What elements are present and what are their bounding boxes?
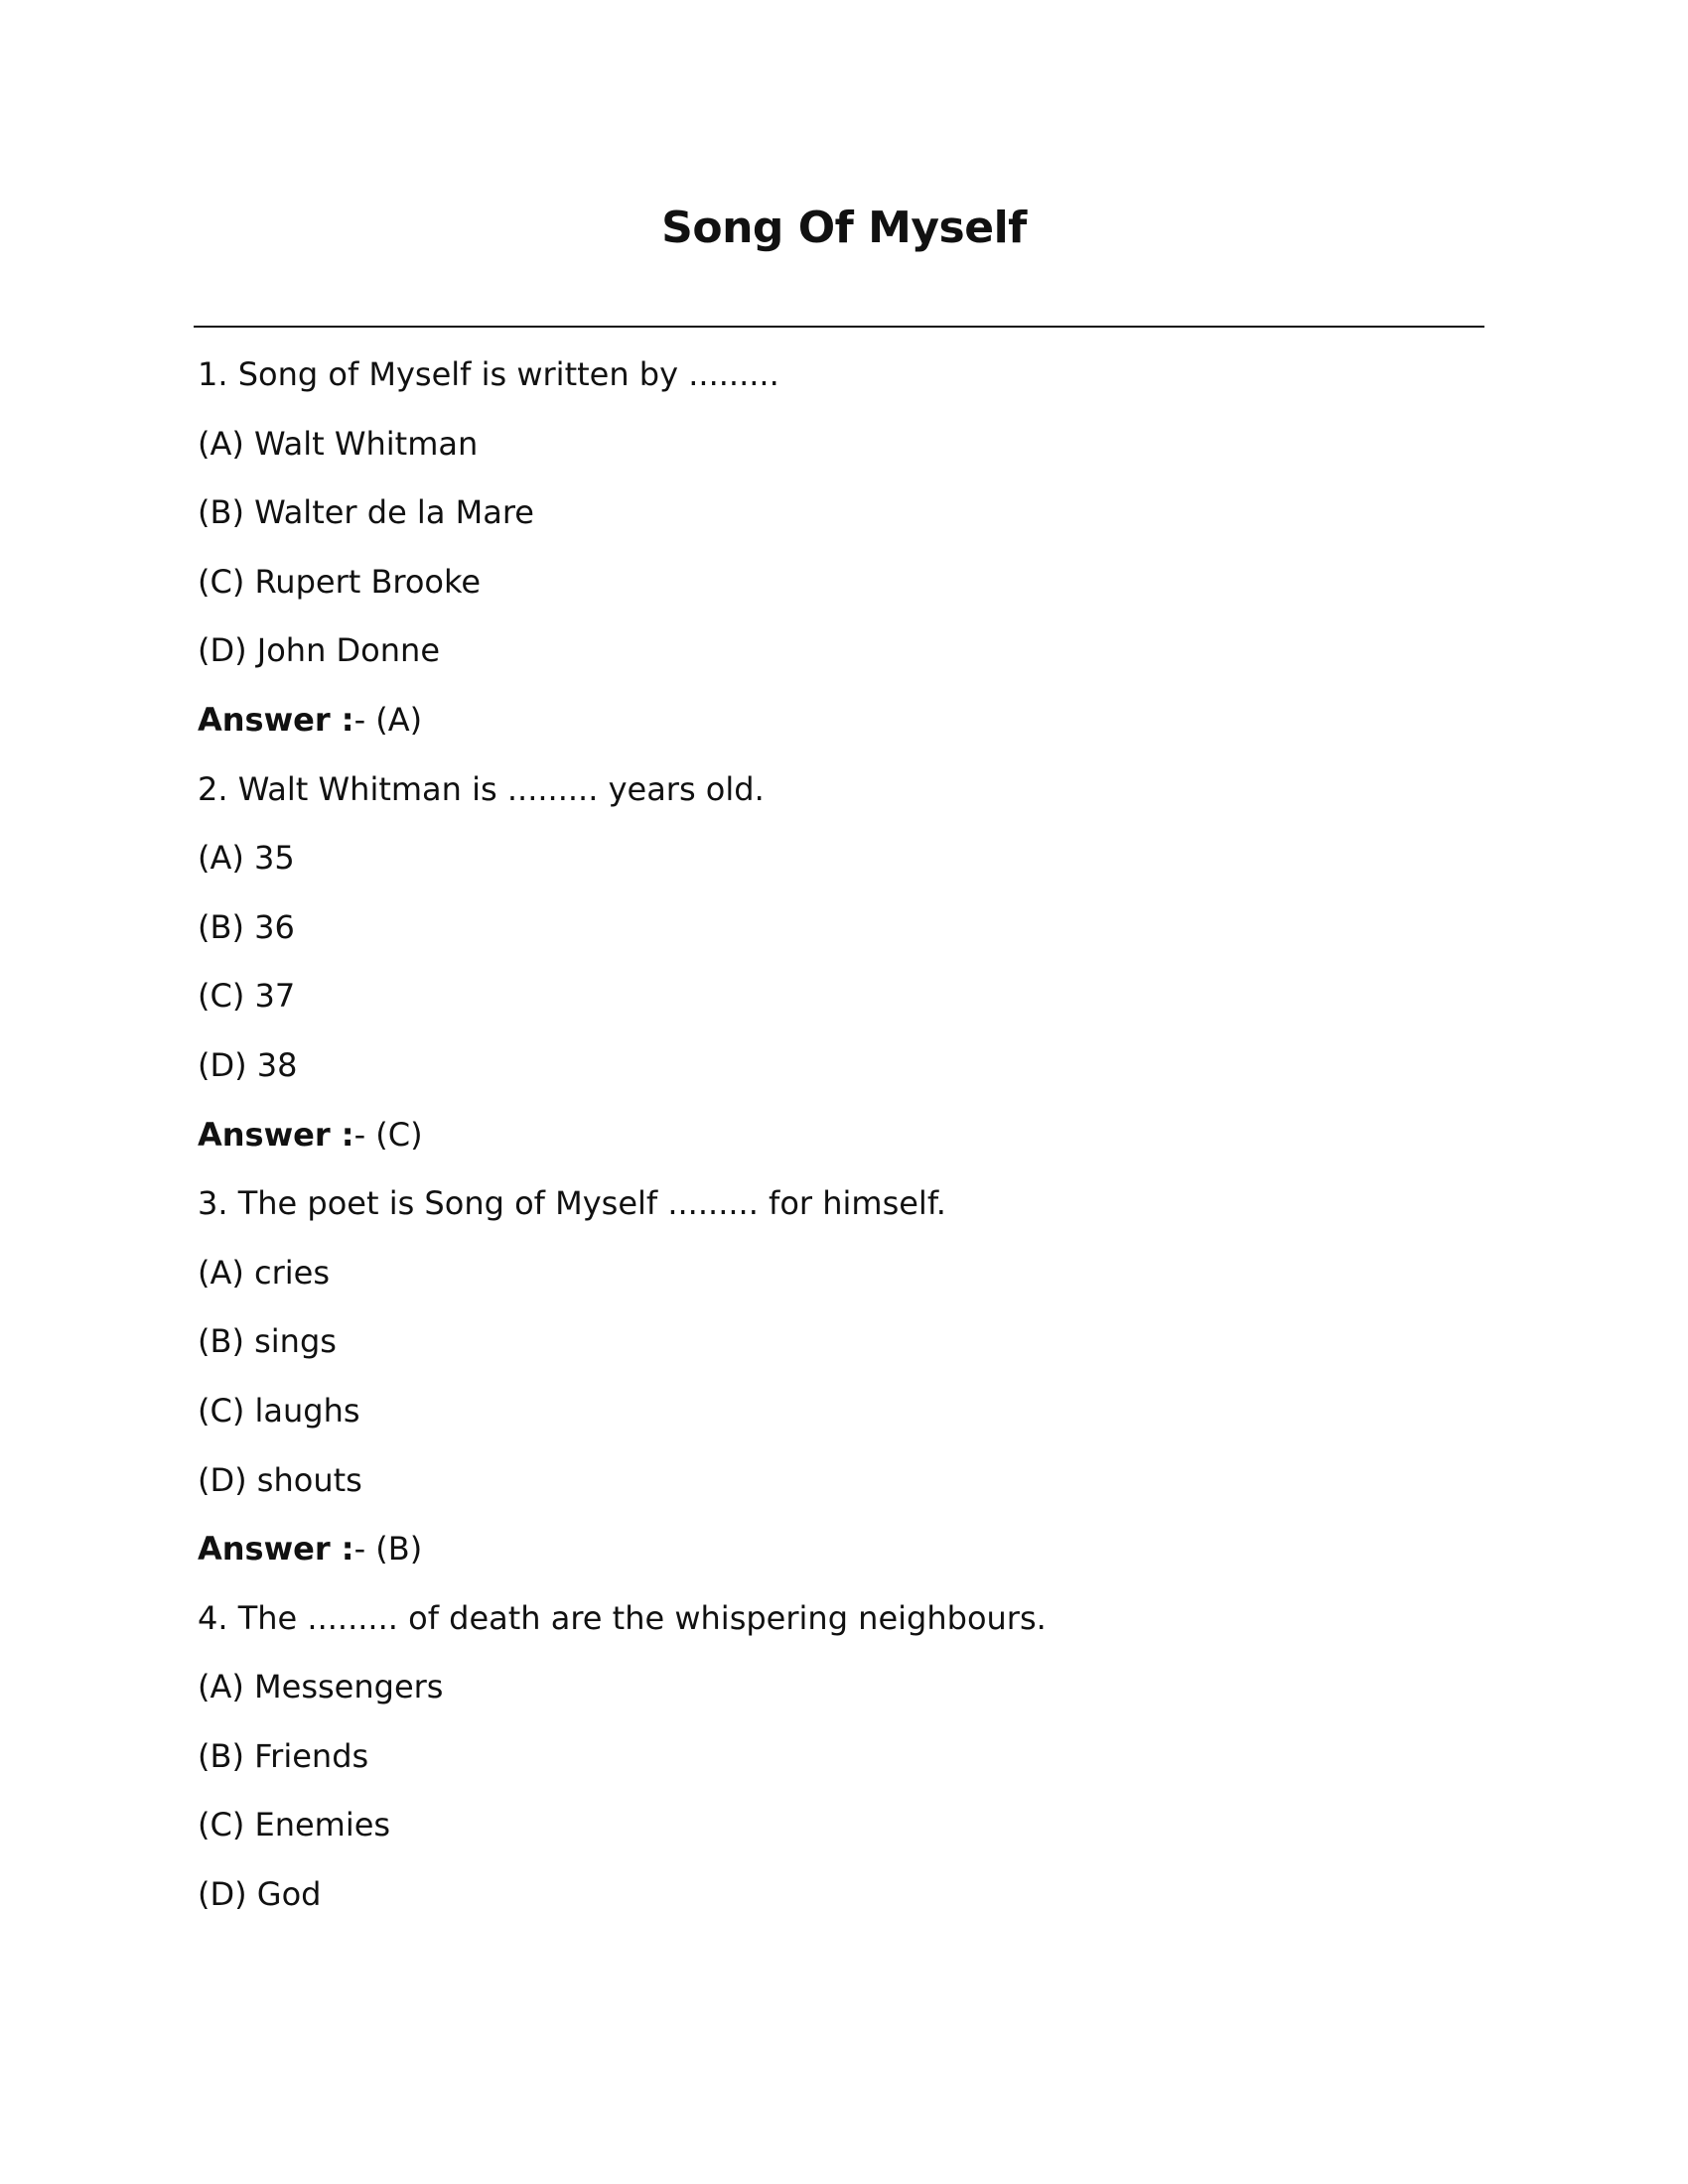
option-item: (A) cries (198, 1253, 331, 1292)
question-text: 2. Walt Whitman is ......... years old. (198, 769, 765, 808)
answer-value: - (C) (353, 1115, 423, 1154)
option-item: (D) shouts (198, 1460, 362, 1499)
answer-label: Answer : (198, 700, 354, 739)
title-divider (194, 326, 1484, 328)
option-item: (C) 37 (198, 977, 296, 1016)
option-item: (C) Enemies (198, 1806, 391, 1844)
answer-label: Answer : (198, 1115, 354, 1154)
answer-value: - (A) (353, 700, 423, 739)
option-item: (D) John Donne (198, 631, 440, 670)
option-item: (D) 38 (198, 1045, 298, 1084)
option-item: (B) Walter de la Mare (198, 493, 534, 532)
question-text: 4. The ......... of death are the whispering neighbours. (198, 1598, 1047, 1637)
page-title: Song Of Myself (661, 203, 1027, 253)
option-item: (C) laughs (198, 1391, 360, 1430)
option-item: (A) Walt Whitman (198, 424, 479, 463)
option-item: (C) Rupert Brooke (198, 562, 482, 601)
option-item: (B) 36 (198, 907, 295, 946)
answer-line (198, 697, 1488, 766)
answer-value: - (B) (353, 1530, 423, 1569)
question-text: 1. Song of Myself is written by ......... (198, 355, 779, 393)
answer-line (198, 1526, 1488, 1595)
option-item: (A) 35 (198, 839, 295, 878)
option-item: (B) Friends (198, 1736, 369, 1775)
option-item: (D) God (198, 1875, 322, 1914)
option-item: (B) sings (198, 1322, 337, 1361)
answer-line (198, 1112, 1488, 1181)
question-text: 3. The poet is Song of Myself ......... for himself. (198, 1184, 946, 1223)
question-list (198, 351, 1488, 1941)
answer-label: Answer : (198, 1530, 354, 1569)
option-item: (A) Messengers (198, 1668, 444, 1706)
